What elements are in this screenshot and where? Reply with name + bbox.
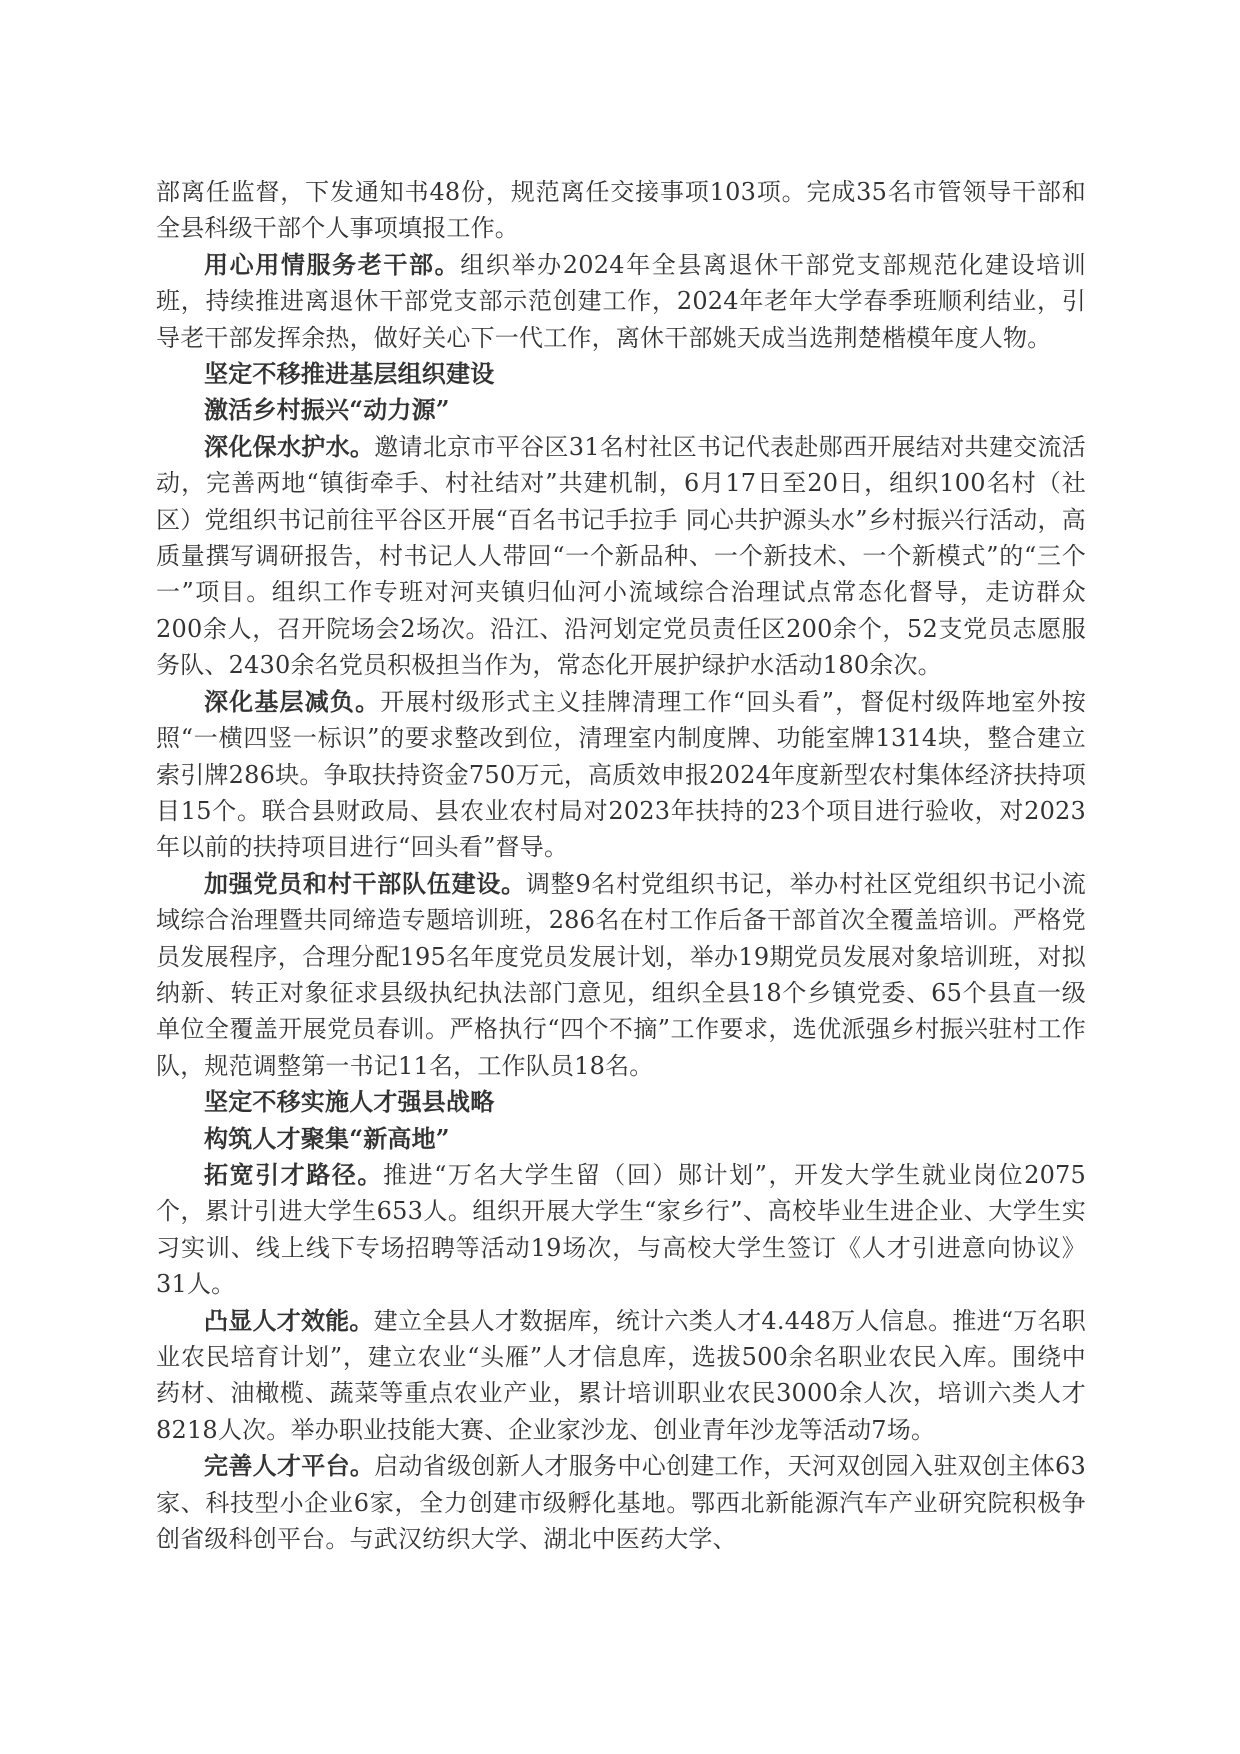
paragraph-text: 邀请北京市平谷区31名村社区书记代表赴郧西开展结对共建交流活动，完善两地“镇街牵手、村社结对”共建机制，6月17日至20日，组织100名村（社区）党组织书记前往平谷区开展“百名书记手拉手 同心共护源头水”乡村振兴行活动，高质量撰写调研报告，村书记人人带回“一个新品种、一个新技术、一个新模式”的“三个一”项目。组织工作专班对河夹镇归仙河小流域综合治理试点常态化督导，走访群众200余人，召开院场会2场次。沿江、沿河划定党员责任区200余个，52支党员志愿服务队、2430余名党员积极担当作为，常态化开展护绿护水活动180余次。	[156, 432, 1086, 680]
paragraph-text: 启动省级创新人才服务中心创建工作，天河双创园入驻双创主体63家、科技型小企业6家，全力创建市级孵化基地。鄂西北新能源汽车产业研究院积极争创省级科创平台。与武汉纺织大学、湖北中医药大学、	[156, 1452, 1086, 1554]
paragraph-water-protection	[156, 429, 1086, 684]
section-heading-talent-strategy: 坚定不移实施人才强县战略	[204, 1087, 495, 1117]
paragraph-veteran-cadres	[156, 247, 1086, 356]
paragraph-talent-efficiency	[156, 1303, 1086, 1449]
paragraph-lead: 完善人才平台。	[204, 1451, 375, 1481]
paragraph-party-team-building	[156, 866, 1086, 1084]
paragraph-lead: 深化基层减负。	[204, 686, 381, 716]
paragraph-text: 开展村级形式主义挂牌清理工作“回头看”，督促村级阵地室外按照“一横四竖一标识”的要求整改到位，清理室内制度牌、功能室牌1314块，整合建立索引牌286块。争取扶持资金750万元，高质效申报2024年度新型农村集体经济扶持项目15个。联合县财政局、县农业农村局对2023年扶持的23个项目进行验收，对2023年以前的扶持项目进行“回头看”督导。	[156, 687, 1086, 862]
paragraph-lead: 深化保水护水。	[204, 431, 375, 461]
paragraph-text: 组织举办2024年全县离退休干部党支部规范化建设培训班，持续推进离退休干部党支部示范创建工作，2024年老年大学春季班顺利结业，引导老干部发挥余热，做好关心下一代工作，离休干部姚天成当选荆楚楷模年度人物。	[156, 250, 1087, 352]
paragraph-continuation	[156, 174, 1086, 247]
paragraph-text: 推进“万名大学生留（回）郧计划”，开发大学生就业岗位2075个，累计引进大学生653人。组织开展大学生“家乡行”、高校毕业生进企业、大学生实习实训、线上线下专场招聘等活动19场次，与高校大学生签订《人才引进意向协议》31人。	[156, 1160, 1086, 1299]
paragraph-talent-platform	[156, 1448, 1086, 1557]
section-subheading-talent-highland: 构筑人才聚集“新高地”	[204, 1123, 450, 1153]
paragraph-burden-reduction	[156, 684, 1086, 866]
paragraph-talent-recruitment	[156, 1157, 1086, 1303]
paragraph-lead: 用心用情服务老干部。	[204, 249, 461, 279]
section-subheading-rural-revitalization: 激活乡村振兴“动力源”	[204, 395, 450, 425]
paragraph-lead: 加强党员和村干部队伍建设。	[204, 868, 526, 898]
paragraph-text: 建立全县人才数据库，统计六类人才4.448万人信息。推进“万名职业农民培育计划”，建立农业“头雁”人才信息库，选拔500余名职业农民入库。围绕中药材、油橄榄、蔬菜等重点农业产业，累计培训职业农民3000余人次，培训六类人才8218人次。举办职业技能大赛、企业家沙龙、创业青年沙龙等活动7场。	[156, 1306, 1086, 1444]
paragraph-text: 部离任监督，下发通知书48份，规范离任交接事项103项。完成35名市管领导干部和全县科级干部个人事项填报工作。	[156, 178, 1086, 243]
document-page	[156, 174, 1086, 1557]
paragraph-lead: 拓宽引才路径。	[204, 1159, 383, 1189]
paragraph-text: 调整9名村党组织书记，举办村社区党组织书记小流域综合治理暨共同缔造专题培训班，286名在村工作后备干部首次全覆盖培训。严格党员发展程序，合理分配195名年度党员发展计划，举办19期党员发展对象培训班，对拟纳新、转正对象征求县级执纪执法部门意见，组织全县18个乡镇党委、65个县直一级单位全覆盖开展党员春训。严格执行“四个不摘”工作要求，选优派强乡村振兴驻村工作队，规范调整第一书记11名，工作队员18名。	[156, 869, 1086, 1080]
section-heading-grassroots: 坚定不移推进基层组织建设	[204, 359, 495, 389]
paragraph-lead: 凸显人才效能。	[204, 1305, 374, 1335]
